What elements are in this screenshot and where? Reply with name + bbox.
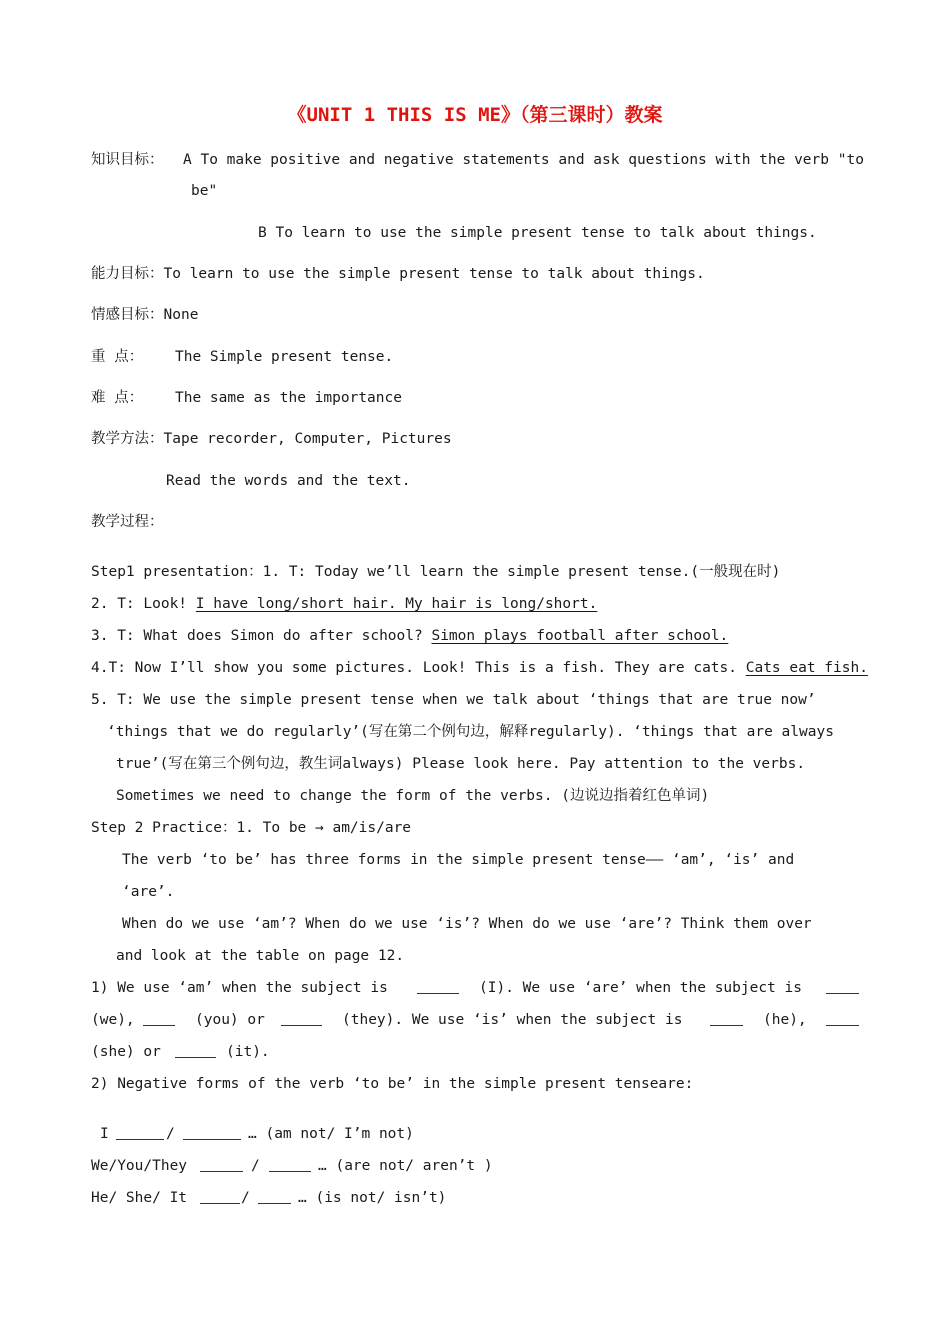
underlined-example: Simon plays football after school. [431,628,729,644]
neg-row-he-slash: / [241,1190,250,1206]
neg-row-we-subject: We/You/They [91,1158,188,1174]
emotion-goal: 情感目标：None [91,307,199,323]
fill-blank[interactable] [200,1159,243,1172]
step1-line1: Step1 presentation：1. T: Today we’ll learn the simple present tense.(一般现在时) [91,564,781,580]
fill-blank[interactable] [710,1013,743,1026]
neg-row-we-answer: … (are not/ aren’t ) [318,1158,493,1174]
knowledge-goal-a-line1: A To make positive and negative statements and ask questions with the verb "to [183,152,864,168]
q2-text: 2) Negative forms of the verb ‘to be’ in the simple present tenseare: [91,1076,694,1092]
step1-line3: 3. T: What does Simon do after school? Simon plays football after school. [91,628,729,644]
knowledge-goal-label: 知识目标： [91,152,164,168]
underlined-example: I have long/short hair. My hair is long/short. [195,596,598,612]
fill-blank[interactable] [258,1191,291,1204]
q1-text-d: (you) or [195,1012,265,1028]
step2-line4: When do we use ‘am’? When do we use ‘is’? When do we use ‘are’? Think them over [122,916,812,932]
fill-blank[interactable] [143,1013,175,1026]
teaching-process-heading: 教学过程： [91,514,164,530]
knowledge-goal-a-line2: be" [191,183,218,199]
step2-line2: The verb ‘to be’ has three forms in the simple present tense—— ‘am’, ‘is’ and [122,852,795,868]
fill-blank[interactable] [183,1127,241,1140]
q1-text-e: (they). We use ‘is’ when the subject is [342,1012,683,1028]
underlined-example: Cats eat fish. [745,660,868,676]
neg-row-i-subject: I [100,1126,109,1142]
fill-blank[interactable] [281,1013,322,1026]
q1-text-b: (I). We use ‘are’ when the subject is [479,980,803,996]
fill-blank[interactable] [116,1127,164,1140]
neg-row-we-slash: / [251,1158,260,1174]
fill-blank[interactable] [200,1191,240,1204]
step1-line6: ‘things that we do regularly’(写在第二个例句边，解释regularly). ‘things that are always [107,724,834,740]
difficult-point-value: The same as the importance [175,390,402,406]
step1-line5: 5. T: We use the simple present tense when we talk about ‘things that are true now’ [91,692,816,708]
neg-row-i-slash: / [166,1126,175,1142]
neg-row-he-subject: He/ She/ It [91,1190,188,1206]
ability-goal: 能力目标：To learn to use the simple present tense to talk about things. [91,266,705,282]
teaching-method-2: Read the words and the text. [166,473,411,489]
fill-blank[interactable] [826,981,859,994]
step2-line3: ‘are’. [122,884,175,900]
key-point-value: The Simple present tense. [175,349,394,365]
neg-row-i-answer: … (am not/ I’m not) [248,1126,414,1142]
step1-line2: 2. T: Look! I have long/short hair. My hair is long/short. [91,596,598,612]
step1-line7: true’(写在第三个例句边，教生词always) Please look here. Pay attention to the verbs. [116,756,806,772]
step2-line1: Step 2 Practice：1. To be → am/is/are [91,820,412,836]
fill-blank[interactable] [175,1045,216,1058]
fill-blank[interactable] [417,981,459,994]
q1-text-g: (she) or [91,1044,161,1060]
fill-blank[interactable] [826,1013,859,1026]
page-title: 《UNIT 1 THIS IS ME》（第三课时）教案 [287,104,663,126]
key-point-label: 重 点： [91,349,144,365]
q1-text-a: 1) We use ‘am’ when the subject is [91,980,388,996]
step1-line8: Sometimes we need to change the form of the verbs. (边说边指着红色单词) [116,788,710,804]
knowledge-goal-b: B To learn to use the simple present tense to talk about things. [258,225,817,241]
fill-blank[interactable] [269,1159,311,1172]
teaching-method: 教学方法：Tape recorder, Computer, Pictures [91,431,452,447]
q1-text-h: (it). [226,1044,270,1060]
neg-row-he-answer: … (is not/ isn’t) [298,1190,447,1206]
difficult-point-label: 难 点： [91,390,144,406]
q1-text-c: (we), [91,1012,135,1028]
step1-line4: 4.T: Now I’ll show you some pictures. Look! This is a fish. They are cats. Cats eat fish. [91,660,868,676]
step2-line5: and look at the table on page 12. [116,948,405,964]
q1-text-f: (he), [763,1012,807,1028]
